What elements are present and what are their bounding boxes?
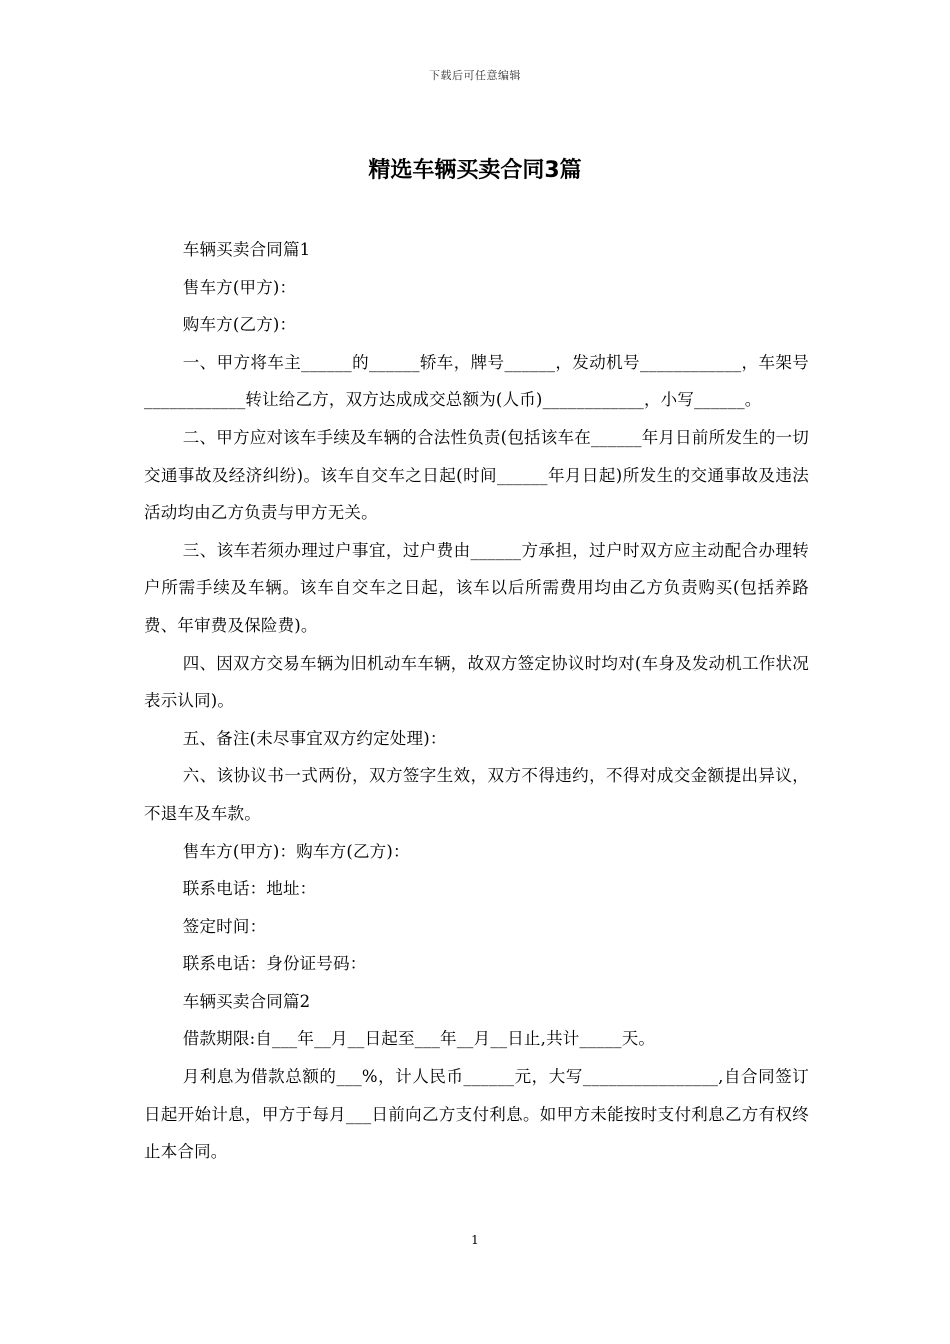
page-number: 1: [471, 1233, 479, 1247]
contact-address-line: 联系电话：地址：: [182, 879, 317, 899]
section-heading-2: 车辆买卖合同篇2: [182, 991, 311, 1011]
document-body: [144, 231, 809, 1171]
clause-3: 三、该车若须办理过户事宜，过户费由______方承担，过户时双方应主动配合办理转户所需手续及车辆。该车自交车之日起，该车以后所需费用均由乙方负责购买(包括养路费、年审费及保险费)。: [144, 540, 809, 635]
signature-parties: 售车方(甲方)：购车方(乙方)：: [182, 841, 410, 861]
loan-term-line: 借款期限:自___年__月__日起至___年__月__日止,共计_____天。: [182, 1029, 656, 1049]
interest-clause: 月利息为借款总额的___%，计人民币______元，大写________________,自合同签订日起开始计息，甲方于每月___日前向乙方支付利息。如甲方未能按时支付利息乙方有权终止本合同。: [144, 1067, 809, 1162]
page-header: 下载后可任意编辑: [429, 69, 521, 82]
clause-6: 六、该协议书一式两份，双方签字生效，双方不得违约，不得对成交金额提出异议，不退车及车款。: [144, 766, 809, 823]
clause-5: 五、备注(未尽事宜双方约定处理)：: [182, 728, 447, 748]
signing-date-line: 签定时间：: [182, 916, 267, 936]
seller-line: 售车方(甲方)：: [182, 277, 297, 297]
clause-2: 二、甲方应对该车手续及车辆的合法性负责(包括该车在______年月日前所发生的一切交通事故及经济纠纷)。该车自交车之日起(时间______年月日起)所发生的交通事故及违法活动均由乙方负责与甲方无关。: [144, 427, 809, 523]
clause-1: 一、甲方将车主______的______轿车，牌号______，发动机号____________，车架号____________转让给乙方，双方达成成交总额为(人币)____________，小写______。: [144, 352, 809, 410]
document-title: 精选车辆买卖合同3篇: [368, 158, 582, 183]
clause-4: 四、因双方交易车辆为旧机动车车辆，故双方签定协议时均对(车身及发动机工作状况表示认同)。: [144, 653, 809, 711]
section-heading-1: 车辆买卖合同篇1: [182, 240, 311, 259]
buyer-line: 购车方(乙方)：: [182, 315, 297, 335]
contact-id-line: 联系电话：身份证号码：: [182, 954, 367, 974]
